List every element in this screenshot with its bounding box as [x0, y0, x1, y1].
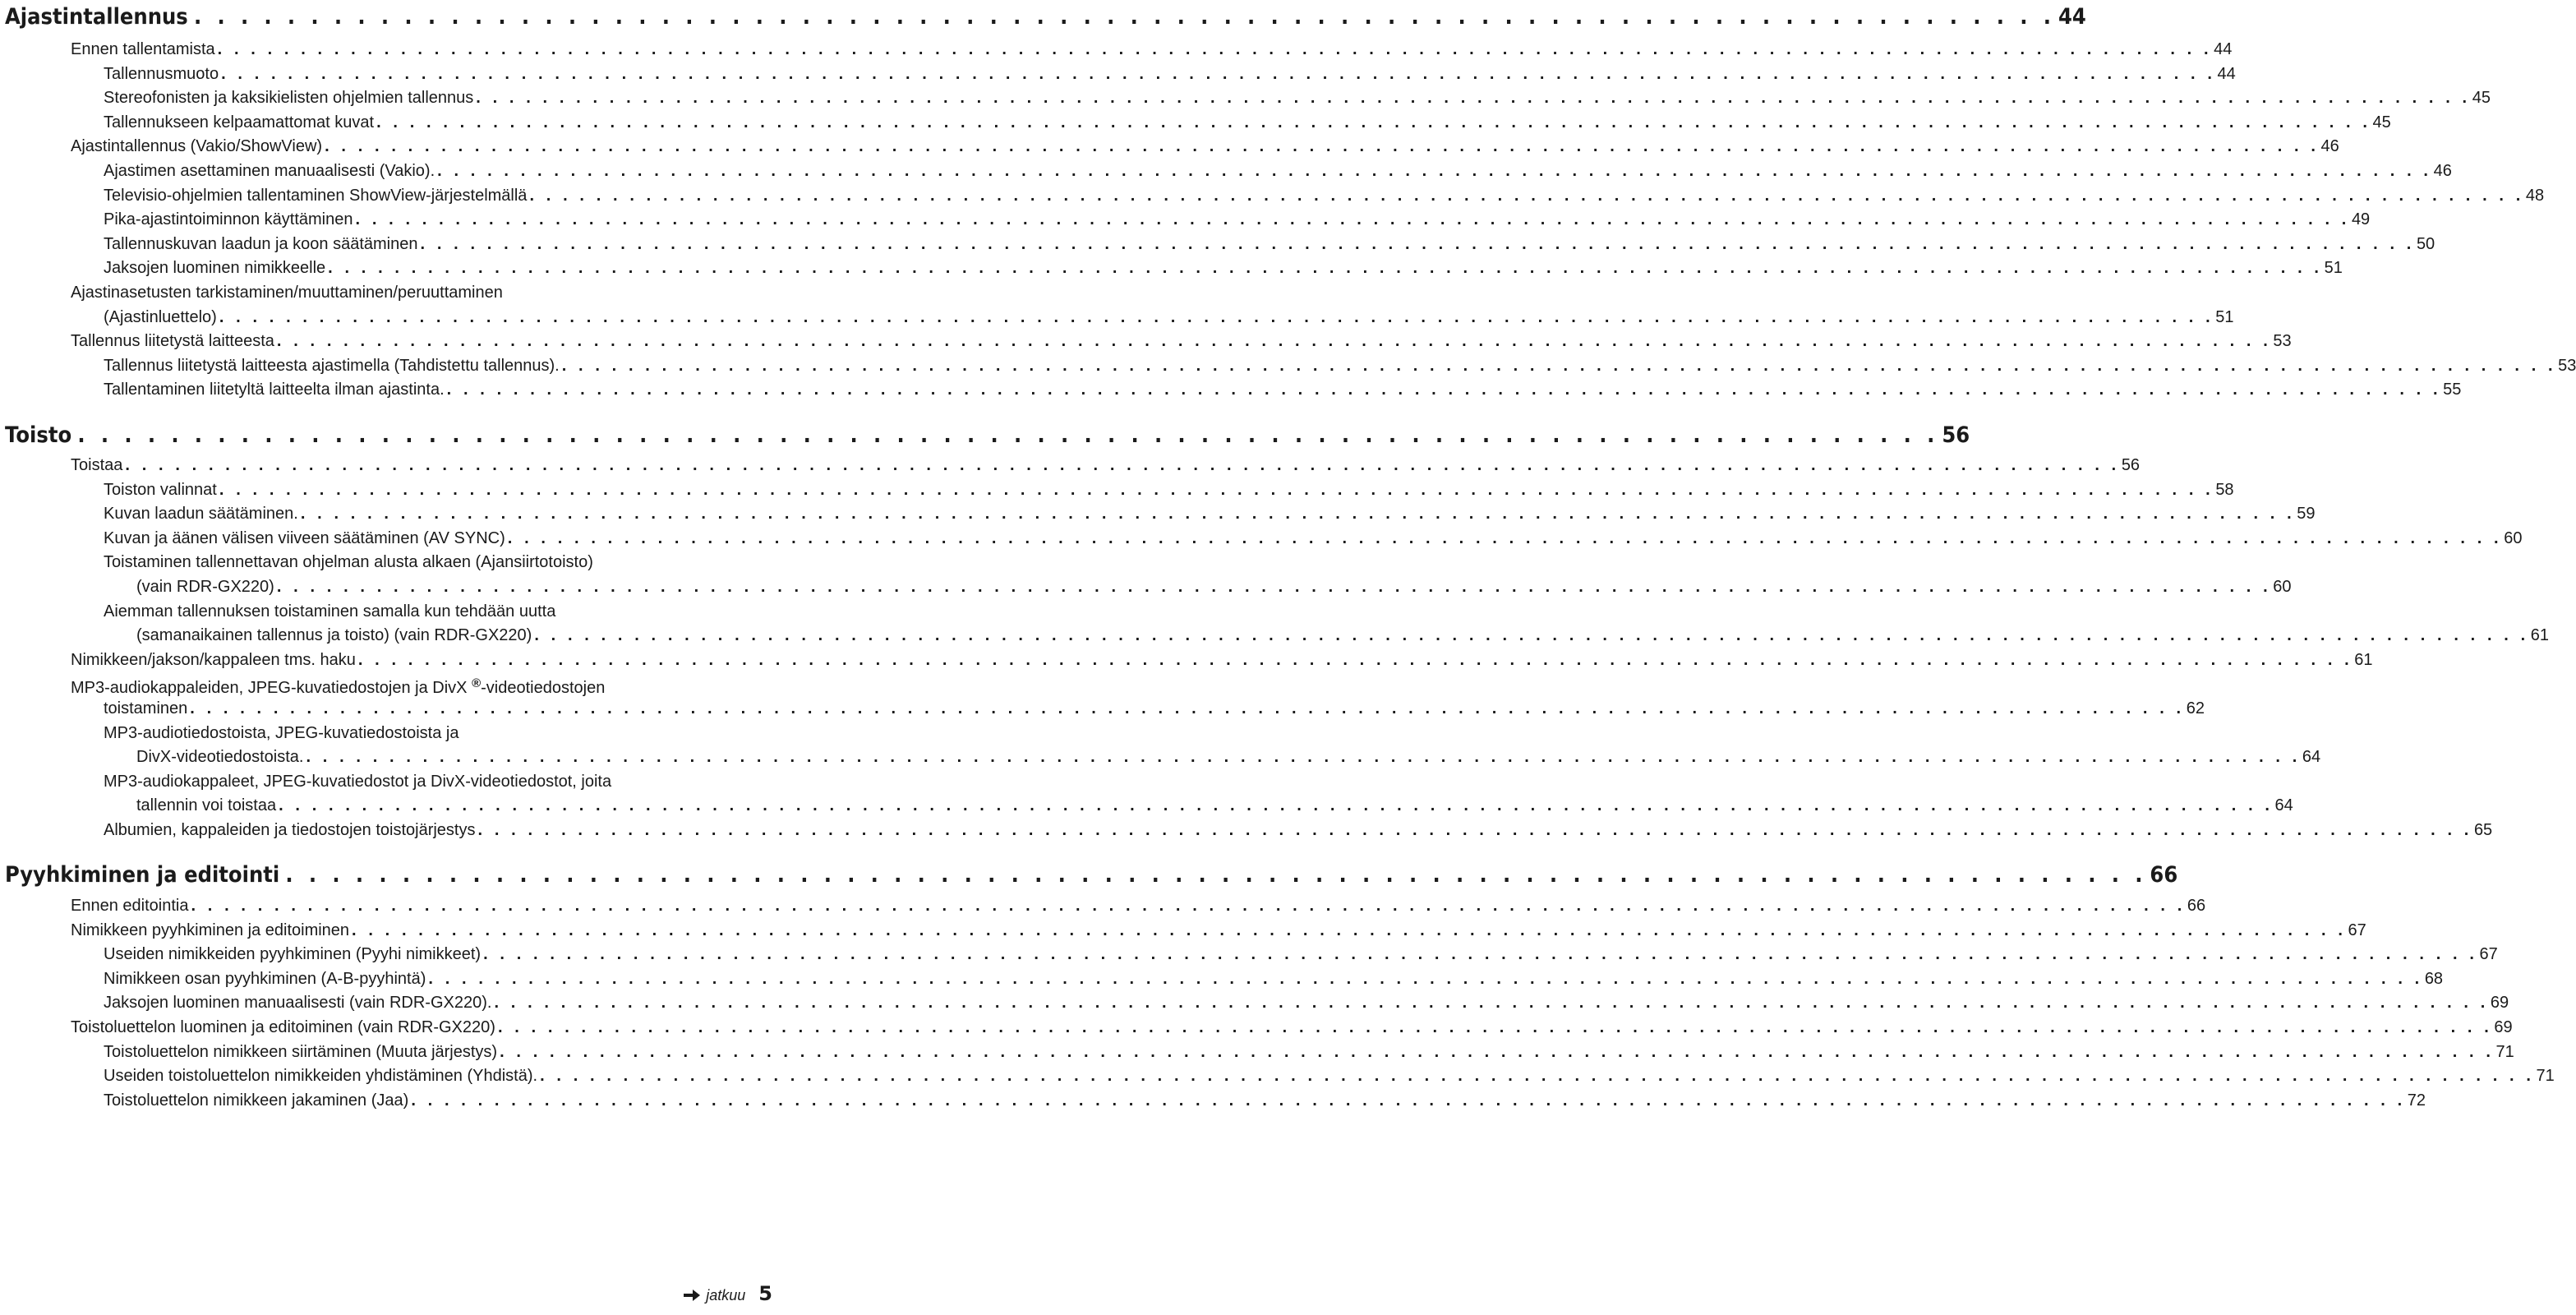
continued-label: jatkuu — [706, 1287, 746, 1303]
entry-title: Ennen tallentamista — [71, 40, 215, 58]
entry-page: 64 — [2302, 748, 2321, 766]
entry-page: 61 — [2354, 651, 2373, 669]
leader-dots: . . . . . . . . . . . . . . . . . . . . . . . . . . . . . . . . . . . . . . . . . . . . . . . . . . . . . . . . . . . . . . . . . . . . . . . . . . . . . . . . . . . . . . . . . . . . . . . . . . . . . . . . . . . . . . . . . . . . . . . . — [411, 1091, 2406, 1110]
leader-dots: . . . . . . . . . . . . . . . . . . . . . . . . . . . . . . . . . . . . . . . . . . . . . . . . . . . . . . . . . . . . . . . . . . . . . . . . . . . . . . . . . . . . . . . . . . . . . . . . . . . . . . . . . . . . . . . . . . . . . . . . — [561, 357, 2557, 375]
entry-page: 71 — [2536, 1067, 2555, 1085]
leader-dots: . . . . . . . . . . . . . . . . . . . . . . . . . . . . . . . . . . . . . . . . . . . . . . . . . . . . . . . . . . . . . . . . . . . . . . . . . . . . . . . . . . . . . . . . . . . . . . . . . . . . . . . . . . . . . . . . . . . . . . . . — [191, 897, 2186, 915]
toc-entry[interactable] — [104, 159, 2452, 183]
toc-entry[interactable] — [104, 942, 2498, 967]
entry-title: Kuvan laadun säätäminen. — [104, 505, 298, 523]
entry-title: Ajastinasetusten tarkistaminen/muuttaminen/peruuttaminen — [71, 284, 503, 302]
toc-entry-line[interactable] — [71, 280, 503, 305]
toc-entry[interactable] — [136, 574, 2292, 599]
toc-entry[interactable] — [104, 207, 2371, 232]
toc-entry[interactable] — [71, 1015, 2513, 1040]
entry-page: 65 — [2473, 821, 2493, 839]
entry-page: 51 — [2215, 308, 2234, 326]
leader-dots: . . . . . . . . . . . . . . . . . . . . . . . . . . . . . . . . . . . . . . . . . . . . . . . . . . . . . . . . . . . . . . . . . . . . . . . . . . . . . . . . . . . . . . . . . . . . . . . . . . . . . . . . . . . . . . . . . . . . . . . . — [276, 578, 2272, 596]
entry-page: 60 — [2504, 529, 2523, 547]
toc-entry[interactable] — [104, 1064, 2555, 1088]
entry-title: Ajastintallennus (Vakio/ShowView) — [71, 137, 323, 155]
entry-page: 69 — [2494, 1018, 2513, 1036]
entry-title: Toistaminen tallennettavan ohjelman alusta alkaen (Ajansiirtotoisto) — [104, 553, 593, 571]
entry-title: Tallennus liitetystä laitteesta — [71, 332, 274, 350]
toc-entry[interactable] — [104, 478, 2234, 502]
entry-title: Nimikkeen pyyhkiminen ja editoiminen — [71, 921, 350, 939]
leader-dots: . . . . . . . . . . . . . . . . . . . . . . . . . . . . . . . . . . . . . . . . . . . . . . . . . . . . . . . . . . . . . . . . . . . . . . . . . . . . . . . . . . . . . . . . . . . . . . . . . . . . . . . . . . . . . . . . . . . . . . . . — [352, 921, 2347, 939]
toc-entry[interactable] — [104, 501, 2316, 526]
entry-title: Toistoluettelon nimikkeen jakaminen (Jaa) — [104, 1091, 409, 1110]
page-footer — [683, 1282, 772, 1305]
leader-dots: . . . . . . . . . . . . . . . . . . . . . . . . . . . . . . . . . . . . . . . . . . . . . . . . . . . . . . . . . . . . . . . . . . . . . . . . . . . . . . . . . . . . . . . . . . . . . . . . . . . . . . . . . . . . . . . . . . . . . . . . — [217, 40, 2213, 58]
entry-page: 53 — [2273, 332, 2292, 350]
leader-dots: . . . . . . . . . . . . . . . . . . . . . . . . . . . . . . . . . . . . . . . . . . . . . . . . . . . . . . . . . . . . . . . . . . . . . . . . . . . . . . . . . . . . . . . . . . . . . . . . . . . . . . . . . . . . . . . . . . . . . . . . — [500, 1043, 2495, 1061]
section-heading — [5, 862, 2178, 888]
toc-entry[interactable] — [104, 967, 2444, 991]
entry-title: Jaksojen luominen manuaalisesti (vain RDR-GX220). — [104, 994, 492, 1012]
leader-dots: . . . . . . . . . . . . . . . . . . . . . . . . . . . . . . . . . . . . . . . . . . . . . . . . . . . . . . . . . . . . . . . . . . . . . . . . . . . . . . . . . . . . . . . . . . . . . . . . . . . . . . . . . . . . . . . . . . . . . . . . — [357, 651, 2353, 669]
section-title: Pyyhkiminen ja editointi — [5, 862, 280, 888]
entry-page: 53 — [2558, 357, 2576, 375]
entry-page: 60 — [2273, 578, 2292, 596]
entry-page: 55 — [2443, 381, 2462, 399]
leader-dots: . . . . . . . . . . . . . . . . . . . . . . . . . . . . . . . . . . . . . . . . . . . . . . . . . . . . . . . . . . . . . . . . . . . . . . . . . . . . . . . . — [193, 4, 2056, 30]
entry-page: 67 — [2348, 921, 2366, 939]
entry-page: 46 — [2433, 162, 2452, 180]
entry-title: Useiden nimikkeiden pyyhkiminen (Pyyhi nimikkeet) — [104, 945, 482, 963]
leader-dots: . . . . . . . . . . . . . . . . . . . . . . . . . . . . . . . . . . . . . . . . . . . . . . . . . . . . . . . . . . . . . . . . . . . . . . . . . . . . . . . . . . . . . . . . . . . . . . . . . . . . . . . . . . . . . . . . . . . . . . . . — [534, 626, 2529, 644]
toc-entry[interactable] — [104, 377, 2462, 402]
leader-dots: . . . . . . . . . . . . . . . . . . . . . . . . . . . . . . . . . . . . . . . . . . . . . . . . . . . . . . . . . . . . . . . . . . . . . . . . . . . . . . . . . . . . . . . . . . . . . . . . . . . . . . . . . . . . . . . . . . . . . . . . — [279, 796, 2274, 814]
leader-dots: . . . . . . . . . . . . . . . . . . . . . . . . . . . . . . . . . . . . . . . . . . . . . . . . . . . . . . . . . . . . . . . . . . . . . . . . . . . . . . . . — [285, 862, 2147, 888]
toc-entry[interactable] — [71, 648, 2373, 672]
entry-title: MP3-audiokappaleiden, JPEG-kuvatiedostojen ja DivX — [71, 679, 468, 697]
leader-dots: . . . . . . . . . . . . . . . . . . . . . . . . . . . . . . . . . . . . . . . . . . . . . . . . . . . . . . . . . . . . . . . . . . . . . . . . . . . . . . . . . . . . . . . . . . . . . . . . . . . . . . . . . . . . . . . . . . . . . . . . — [494, 994, 2489, 1012]
entry-title: Tallennuskuvan laadun ja koon säätäminen — [104, 235, 418, 253]
entry-page: 45 — [2372, 113, 2391, 132]
entry-page: 71 — [2495, 1043, 2514, 1061]
toc-entry[interactable] — [104, 990, 2509, 1015]
entry-title: (Ajastinluettelo) — [104, 308, 217, 326]
toc-entry[interactable] — [104, 818, 2493, 842]
entry-title: Useiden toistoluettelon nimikkeiden yhdistäminen (Yhdistä). — [104, 1067, 538, 1085]
toc-entry[interactable] — [104, 62, 2236, 86]
entry-page: 48 — [2525, 187, 2545, 205]
entry-title: MP3-audiotiedostoista, JPEG-kuvatiedostoista ja — [104, 724, 459, 742]
entry-page: 46 — [2320, 137, 2339, 155]
entry-title: Tallennusmuoto — [104, 65, 219, 83]
entry-page: 44 — [2214, 40, 2233, 58]
entry-title: Nimikkeen/jakson/kappaleen tms. haku — [71, 651, 356, 669]
toc-entry[interactable] — [71, 453, 2141, 478]
entry-title: Albumien, kappaleiden ja tiedostojen toistojärjestys — [104, 821, 476, 839]
toc-entry-line[interactable] — [104, 721, 459, 745]
entry-page: 61 — [2530, 626, 2550, 644]
entry-title-suffix: -videotiedostojen — [481, 679, 606, 697]
leader-dots: . . . . . . . . . . . . . . . . . . . . . . . . . . . . . . . . . . . . . . . . . . . . . . . . . . . . . . . . . . . . . . . . . . . . . . . . . . . . . . . . . . . . . . . . . . . . . . . . . . . . . . . . . . . . . . . . . . . . . . . . — [477, 821, 2472, 839]
toc-entry[interactable] — [71, 134, 2339, 159]
entry-title: Toistoluettelon nimikkeen siirtäminen (Muuta järjestys) — [104, 1043, 498, 1061]
leader-dots: . . . . . . . . . . . . . . . . . . . . . . . . . . . . . . . . . . . . . . . . . . . . . . . . . . . . . . . . . . . . . . . . . . . . . . . . . . . . . . . . . . . . . . . . . . . . . . . . . . . . . . . . . . . . . . . . . . . . . . . . — [328, 259, 2323, 277]
toc-entry-line[interactable] — [104, 769, 611, 794]
entry-title: DivX-videotiedostoista. — [136, 748, 304, 766]
entry-title: (vain RDR-GX220) — [136, 578, 274, 596]
leader-dots: . . . . . . . . . . . . . . . . . . . . . . . . . . . . . . . . . . . . . . . . . . . . . . . . . . . . . . . . . . . . . . . . . . . . . . . . . . . . . . . . . . . . . . . . . . . . . . . . . . . . . . . . . . . . . . . . . . . . . . . . — [437, 162, 2432, 180]
entry-title: Toistoluettelon luominen ja editoiminen (vain RDR-GX220) — [71, 1018, 495, 1036]
toc-entry[interactable] — [104, 353, 2576, 378]
toc-entry[interactable] — [104, 110, 2391, 135]
entry-page: 67 — [2479, 945, 2498, 963]
toc-entry[interactable] — [104, 1088, 2426, 1113]
entry-title: Tallennukseen kelpaamattomat kuvat — [104, 113, 375, 132]
leader-dots: . . . . . . . . . . . . . . . . . . . . . . . . . . . . . . . . . . . . . . . . . . . . . . . . . . . . . . . . . . . . . . . . . . . . . . . . . . . . . . . . . . . . . . . . . . . . . . . . . . . . . . . . . . . . . . . . . . . . . . . . — [476, 89, 2471, 107]
leader-dots: . . . . . . . . . . . . . . . . . . . . . . . . . . . . . . . . . . . . . . . . . . . . . . . . . . . . . . . . . . . . . . . . . . . . . . . . . . . . . . . . . . . . . . . . . . . . . . . . . . . . . . . . . . . . . . . . . . . . . . . . — [483, 945, 2478, 963]
entry-title: Kuvan ja äänen välisen viiveen säätäminen (AV SYNC) — [104, 529, 505, 547]
toc-entry[interactable] — [104, 1040, 2514, 1064]
entry-page: 50 — [2416, 235, 2435, 253]
entry-title: Jaksojen luominen nimikkeelle — [104, 259, 326, 277]
toc-entry[interactable] — [71, 918, 2366, 943]
section-title: Toisto — [5, 422, 72, 448]
entry-page: 68 — [2424, 970, 2444, 988]
entry-title: MP3-audiokappaleet, JPEG-kuvatiedostot ja DivX-videotiedostot, joita — [104, 773, 612, 791]
toc-entry[interactable] — [136, 745, 2321, 769]
leader-dots: . . . . . . . . . . . . . . . . . . . . . . . . . . . . . . . . . . . . . . . . . . . . . . . . . . . . . . . . . . . . . . . . . . . . . . . . . . . . . . . . . . . . . . . . . . . . . . . . . . . . . . . . . . . . . . . . . . . . . . . . — [355, 210, 2350, 228]
entry-title: Nimikkeen osan pyyhkiminen (A-B-pyyhintä) — [104, 970, 426, 988]
entry-title: Aiemman tallennuksen toistaminen samalla kun tehdään uutta — [104, 602, 556, 621]
leader-dots: . . . . . . . . . . . . . . . . . . . . . . . . . . . . . . . . . . . . . . . . . . . . . . . . . . . . . . . . . . . . . . . . . . . . . . . . . . . . . . . . . . . . . . . . . . . . . . . . . . . . . . . . . . . . . . . . . . . . . . . . — [221, 65, 2216, 83]
entry-page: 62 — [2186, 699, 2205, 717]
toc-entry[interactable] — [136, 623, 2550, 648]
toc-entry[interactable] — [104, 305, 2234, 330]
section-page: 66 — [2150, 862, 2178, 888]
entry-page: 69 — [2490, 994, 2509, 1012]
section-title: Ajastintallennus — [5, 4, 188, 30]
leader-dots: . . . . . . . . . . . . . . . . . . . . . . . . . . . . . . . . . . . . . . . . . . . . . . . . . . . . . . . . . . . . . . . . . . . . . . . . . . . . . . . . — [77, 422, 1939, 448]
entry-page: 45 — [2472, 89, 2491, 107]
toc-entry-line[interactable] — [104, 550, 593, 574]
entry-title: Tallennus liitetystä laitteesta ajastimella (Tahdistettu tallennus). — [104, 357, 560, 375]
leader-dots: . . . . . . . . . . . . . . . . . . . . . . . . . . . . . . . . . . . . . . . . . . . . . . . . . . . . . . . . . . . . . . . . . . . . . . . . . . . . . . . . . . . . . . . . . . . . . . . . . . . . . . . . . . . . . . . . . . . . . . . . — [300, 505, 2296, 523]
toc-entry[interactable] — [71, 893, 2206, 918]
toc-entry[interactable] — [104, 183, 2545, 208]
section-page: 44 — [2058, 4, 2086, 30]
toc-entry[interactable] — [71, 37, 2233, 62]
toc-entry[interactable] — [104, 256, 2343, 280]
toc-entry[interactable] — [104, 232, 2435, 256]
page-number: 5 — [758, 1282, 772, 1305]
entry-page: 49 — [2351, 210, 2371, 228]
entry-title: tallennin voi toistaa — [136, 796, 277, 814]
entry-page: 56 — [2121, 456, 2141, 474]
entry-page: 58 — [2215, 481, 2234, 499]
entry-page: 51 — [2324, 259, 2343, 277]
entry-title: toistaminen — [104, 699, 188, 717]
leader-dots: . . . . . . . . . . . . . . . . . . . . . . . . . . . . . . . . . . . . . . . . . . . . . . . . . . . . . . . . . . . . . . . . . . . . . . . . . . . . . . . . . . . . . . . . . . . . . . . . . . . . . . . . . . . . . . . . . . . . . . . . — [219, 481, 2214, 499]
toc-entry-line[interactable] — [104, 599, 555, 624]
section-heading — [5, 422, 1970, 448]
entry-page: 64 — [2274, 796, 2293, 814]
leader-dots: . . . . . . . . . . . . . . . . . . . . . . . . . . . . . . . . . . . . . . . . . . . . . . . . . . . . . . . . . . . . . . . . . . . . . . . . . . . . . . . . . . . . . . . . . . . . . . . . . . . . . . . . . . . . . . . . . . . . . . . . — [219, 308, 2214, 326]
right-arrow-icon — [683, 1289, 701, 1302]
entry-page: 44 — [2217, 65, 2236, 83]
entry-title: Ajastimen asettaminen manuaalisesti (Vakio). — [104, 162, 435, 180]
leader-dots: . . . . . . . . . . . . . . . . . . . . . . . . . . . . . . . . . . . . . . . . . . . . . . . . . . . . . . . . . . . . . . . . . . . . . . . . . . . . . . . . . . . . . . . . . . . . . . . . . . . . . . . . . . . . . . . . . . . . . . . . — [276, 332, 2272, 350]
leader-dots: . . . . . . . . . . . . . . . . . . . . . . . . . . . . . . . . . . . . . . . . . . . . . . . . . . . . . . . . . . . . . . . . . . . . . . . . . . . . . . . . . . . . . . . . . . . . . . . . . . . . . . . . . . . . . . . . . . . . . . . . — [190, 699, 2185, 717]
entry-title: Ennen editointia — [71, 897, 189, 915]
entry-title: Tallentaminen liitetyltä laitteelta ilman ajastinta. — [104, 381, 445, 399]
section-page: 56 — [1942, 422, 1970, 448]
leader-dots: . . . . . . . . . . . . . . . . . . . . . . . . . . . . . . . . . . . . . . . . . . . . . . . . . . . . . . . . . . . . . . . . . . . . . . . . . . . . . . . . . . . . . . . . . . . . . . . . . . . . . . . . . . . . . . . . . . . . . . . . — [376, 113, 2371, 132]
toc-entry[interactable] — [104, 85, 2491, 110]
entry-title: Toiston valinnat — [104, 481, 217, 499]
toc-entry[interactable] — [71, 329, 2292, 353]
leader-dots: . . . . . . . . . . . . . . . . . . . . . . . . . . . . . . . . . . . . . . . . . . . . . . . . . . . . . . . . . . . . . . . . . . . . . . . . . . . . . . . . . . . . . . . . . . . . . . . . . . . . . . . . . . . . . . . . . . . . . . . . — [125, 456, 2120, 474]
entry-title: (samanaikainen tallennus ja toisto) (vain RDR-GX220) — [136, 626, 532, 644]
leader-dots: . . . . . . . . . . . . . . . . . . . . . . . . . . . . . . . . . . . . . . . . . . . . . . . . . . . . . . . . . . . . . . . . . . . . . . . . . . . . . . . . . . . . . . . . . . . . . . . . . . . . . . . . . . . . . . . . . . . . . . . . — [420, 235, 2415, 253]
leader-dots: . . . . . . . . . . . . . . . . . . . . . . . . . . . . . . . . . . . . . . . . . . . . . . . . . . . . . . . . . . . . . . . . . . . . . . . . . . . . . . . . . . . . . . . . . . . . . . . . . . . . . . . . . . . . . . . . . . . . . . . . — [428, 970, 2423, 988]
toc-entry[interactable] — [136, 793, 2293, 818]
entry-page: 59 — [2297, 505, 2316, 523]
leader-dots: . . . . . . . . . . . . . . . . . . . . . . . . . . . . . . . . . . . . . . . . . . . . . . . . . . . . . . . . . . . . . . . . . . . . . . . . . . . . . . . . . . . . . . . . . . . . . . . . . . . . . . . . . . . . . . . . . . . . . . . . — [446, 381, 2442, 399]
leader-dots: . . . . . . . . . . . . . . . . . . . . . . . . . . . . . . . . . . . . . . . . . . . . . . . . . . . . . . . . . . . . . . . . . . . . . . . . . . . . . . . . . . . . . . . . . . . . . . . . . . . . . . . . . . . . . . . . . . . . . . . . — [507, 529, 2503, 547]
entry-title: Stereofonisten ja kaksikielisten ohjelmien tallennus — [104, 89, 474, 107]
registered-mark: ® — [472, 676, 482, 690]
entry-title: Televisio-ohjelmien tallentaminen ShowView-järjestelmällä — [104, 187, 528, 205]
entry-page: 72 — [2407, 1091, 2426, 1110]
entry-title: Toistaa — [71, 456, 123, 474]
entry-page: 66 — [2187, 897, 2206, 915]
leader-dots: . . . . . . . . . . . . . . . . . . . . . . . . . . . . . . . . . . . . . . . . . . . . . . . . . . . . . . . . . . . . . . . . . . . . . . . . . . . . . . . . . . . . . . . . . . . . . . . . . . . . . . . . . . . . . . . . . . . . . . . . — [325, 137, 2320, 155]
entry-title: Pika-ajastintoiminnon käyttäminen — [104, 210, 353, 228]
leader-dots: . . . . . . . . . . . . . . . . . . . . . . . . . . . . . . . . . . . . . . . . . . . . . . . . . . . . . . . . . . . . . . . . . . . . . . . . . . . . . . . . . . . . . . . . . . . . . . . . . . . . . . . . . . . . . . . . . . . . . . . . — [529, 187, 2524, 205]
leader-dots: . . . . . . . . . . . . . . . . . . . . . . . . . . . . . . . . . . . . . . . . . . . . . . . . . . . . . . . . . . . . . . . . . . . . . . . . . . . . . . . . . . . . . . . . . . . . . . . . . . . . . . . . . . . . . . . . . . . . . . . . — [497, 1018, 2493, 1036]
toc-entry[interactable] — [104, 696, 2205, 721]
leader-dots: . . . . . . . . . . . . . . . . . . . . . . . . . . . . . . . . . . . . . . . . . . . . . . . . . . . . . . . . . . . . . . . . . . . . . . . . . . . . . . . . . . . . . . . . . . . . . . . . . . . . . . . . . . . . . . . . . . . . . . . . — [306, 748, 2301, 766]
section-heading — [5, 4, 2086, 30]
toc-entry[interactable] — [104, 526, 2523, 551]
leader-dots: . . . . . . . . . . . . . . . . . . . . . . . . . . . . . . . . . . . . . . . . . . . . . . . . . . . . . . . . . . . . . . . . . . . . . . . . . . . . . . . . . . . . . . . . . . . . . . . . . . . . . . . . . . . . . . . . . . . . . . . . — [540, 1067, 2535, 1085]
